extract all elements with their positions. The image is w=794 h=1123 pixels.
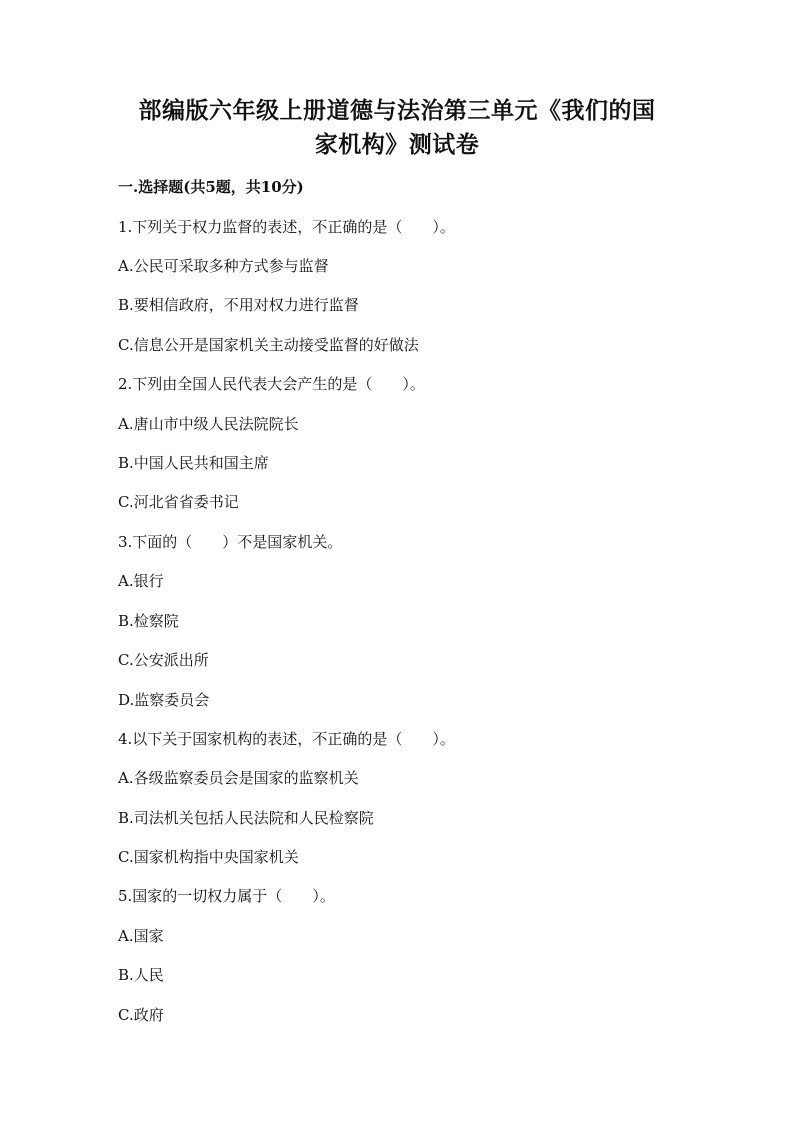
page-title-line-1: 部编版六年级上册道德与法治第三单元《我们的国 — [138, 97, 656, 124]
question-5-option-a: A.国家 — [118, 927, 164, 945]
section-heading: 一.选择题(共5题，共10分) — [118, 178, 304, 196]
question-5-stem: 5.国家的一切权力属于（ ）。 — [118, 887, 335, 905]
question-3-option-a: A.银行 — [118, 572, 164, 590]
question-3-option-b: B.检察院 — [118, 612, 179, 630]
question-3-option-d: D.监察委员会 — [118, 691, 210, 709]
question-1-option-a: A.公民可采取多种方式参与监督 — [118, 257, 329, 275]
question-4-option-c: C.国家机构指中央国家机关 — [118, 848, 299, 866]
question-2-stem: 2.下列由全国人民代表大会产生的是（ ）。 — [118, 375, 425, 393]
question-1-stem: 1.下列关于权力监督的表述，不正确的是（ ）。 — [118, 218, 455, 236]
question-2-option-c: C.河北省省委书记 — [118, 493, 239, 511]
question-1-option-c: C.信息公开是国家机关主动接受监督的好做法 — [118, 336, 419, 354]
question-3-option-c: C.公安派出所 — [118, 651, 209, 669]
question-2-option-a: A.唐山市中级人民法院院长 — [118, 415, 299, 433]
question-4-option-b: B.司法机关包括人民法院和人民检察院 — [118, 809, 374, 827]
question-5-option-c: C.政府 — [118, 1006, 164, 1024]
question-4-stem: 4.以下关于国家机构的表述，不正确的是（ ）。 — [118, 730, 455, 748]
question-3-stem: 3.下面的（ ）不是国家机关。 — [118, 533, 343, 551]
question-1-option-b: B.要相信政府，不用对权力进行监督 — [118, 296, 359, 314]
question-4-option-a: A.各级监察委员会是国家的监察机关 — [118, 769, 359, 787]
page-title-line-2: 家机构》测试卷 — [314, 131, 480, 158]
question-2-option-b: B.中国人民共和国主席 — [118, 454, 269, 472]
question-5-option-b: B.人民 — [118, 966, 164, 984]
